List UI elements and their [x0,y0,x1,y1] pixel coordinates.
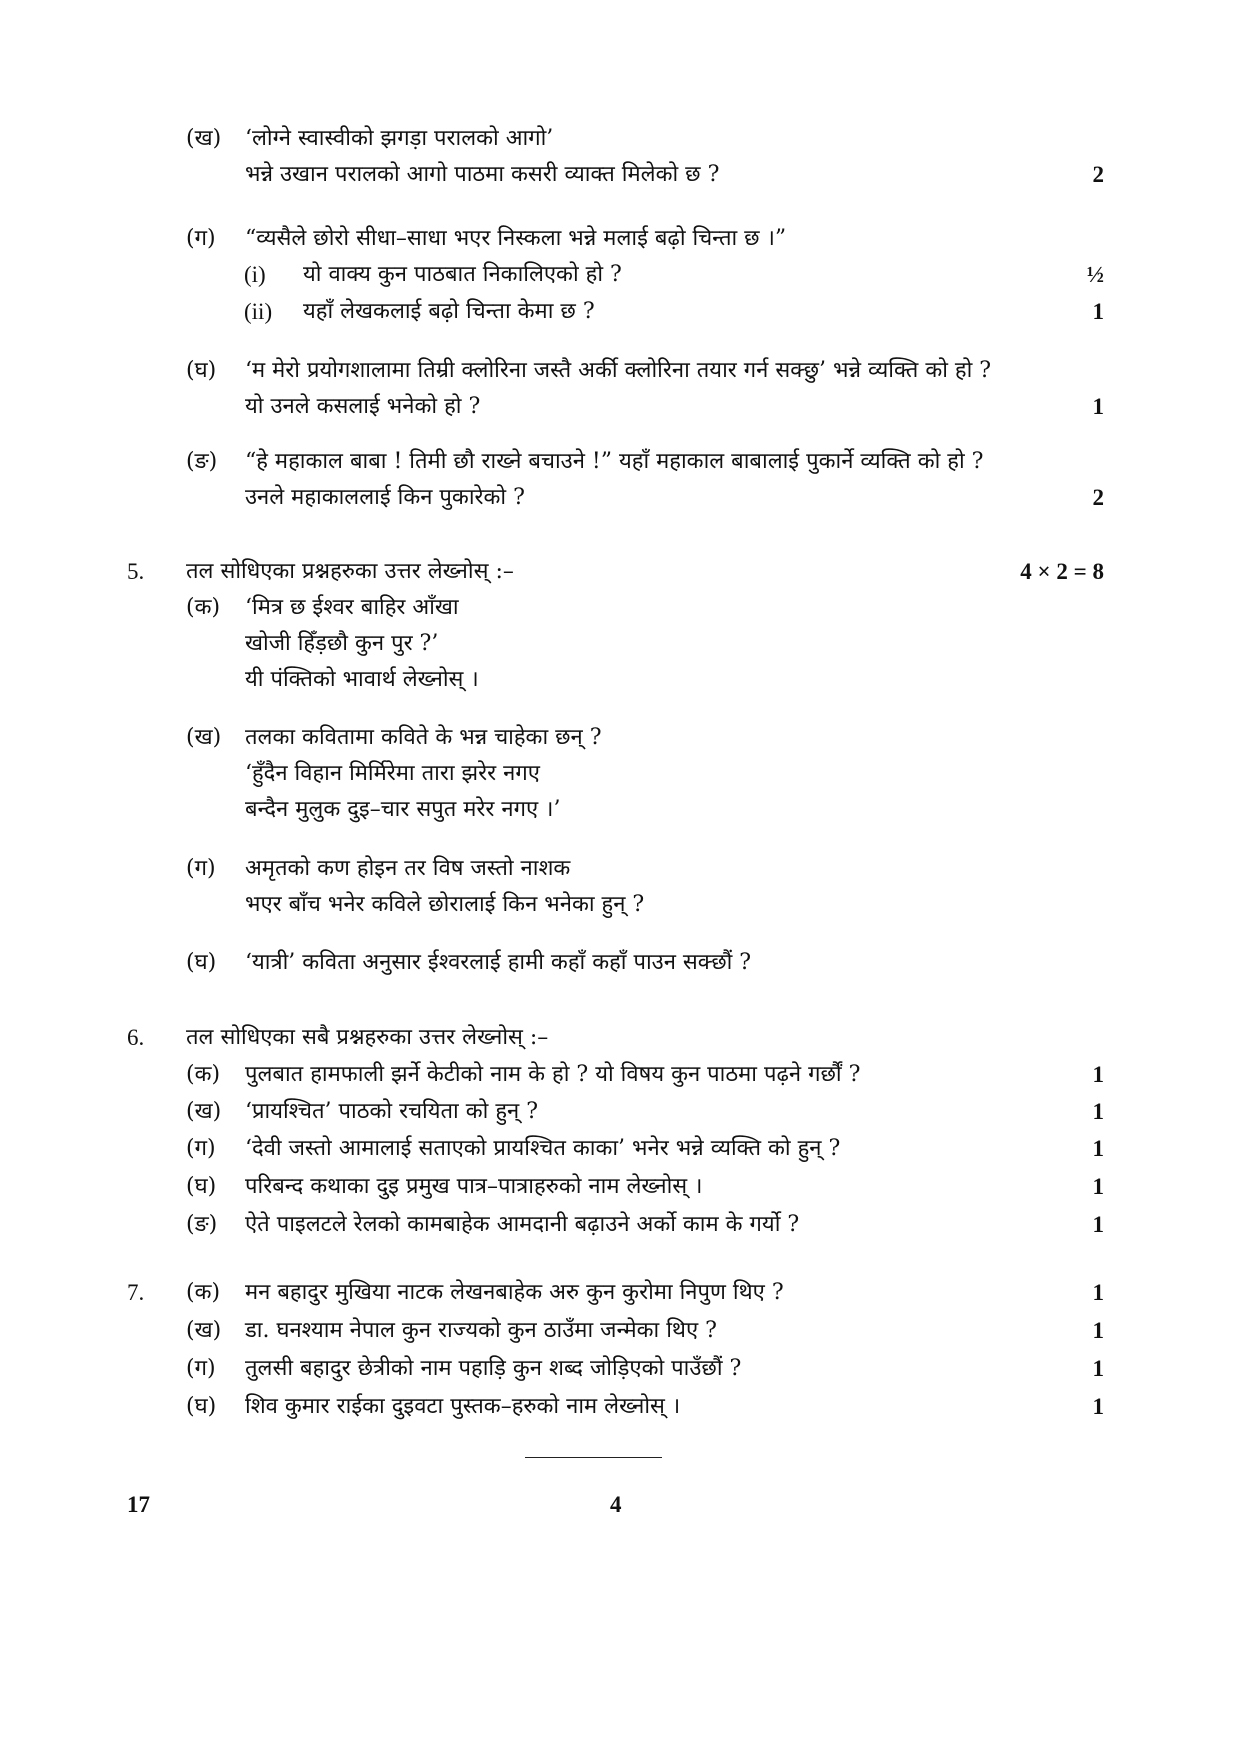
q7-item-marks: 1 [1092,1394,1104,1419]
q4-ga-quote: “व्यसैले छोरो सीधा–साधा भएर निस्कला भन्ने मलाई बढ़ो चिन्ता छ ।” [245,226,787,251]
q6-item-label: (क) [186,1062,221,1087]
q5-heading-line [0,555,1241,589]
q4-kha-text1: ‘लोग्ने स्वास्वीको झगड़ा परालको आगो’ [245,126,554,151]
q6-number: 6. [127,1025,145,1050]
q7-item-label: (क) [186,1280,221,1305]
q6-item-text: ऐते पाइलटले रेलको कामबाहेक आमदानी बढ़ाउने अर्को काम के गर्यो ? [245,1212,800,1237]
q7-item-marks: 1 [1092,1356,1104,1381]
q4-nga-text1: “हे महाकाल बाबा ! तिमी छौ राख्ने बचाउने !” यहाँ महाकाल बाबालाई पुकार्ने व्यक्ति को हो ? [245,449,984,474]
q5-kha-line2 [0,757,1241,791]
q6-item-label: (ग) [186,1136,216,1161]
q5-heading: तल सोधिएका प्रश्नहरुका उत्तर लेख्नोस् :– [186,559,514,584]
q5-ga-label: (ग) [186,856,216,881]
q4-gha-text1: ‘म मेरो प्रयोगशालामा तिम्री क्लोरिना जस्तै अर्की क्लोरिना तयार गर्न सक्छु’ भन्ने व्यक्ति को हो ? [245,358,992,383]
q5-kha-text1: तलका कवितामा कविते के भन्न चाहेका छन् ? [245,725,602,750]
q7-item-text: डा. घनश्याम नेपाल कुन राज्यको कुन ठाउँमा जन्मेका थिए ? [245,1318,717,1343]
q4-kha-text2: भन्ने उखान परालको आगो पाठमा कसरी व्याक्त मिलेको छ ? [245,162,720,187]
q4-nga-line2 [0,481,1241,515]
q6-item-text: पुलबात हामफाली झर्ने केटीको नाम के हो ? यो विषय कुन पाठमा पढ़ने गर्छौं ? [245,1062,861,1087]
q4-kha-line1 [0,122,1241,156]
q4-nga-marks: 2 [1092,485,1104,510]
q5-ka-text1: ‘मित्र छ ईश्वर बाहिर आँखा [245,595,459,620]
q4-ga-sub2 [0,295,1241,329]
q6-item-gha [0,1170,1241,1204]
q4-ga-sub1-marks: ½ [1086,262,1104,287]
q4-ga-sub1 [0,258,1241,292]
q5-ga-line1 [0,852,1241,886]
q5-ka-text2: खोजी हिँड़छौ कुन पुर ?’ [245,631,439,656]
q5-kha-text2: ‘हुँदैन विहान मिर्मिरेमा तारा झरेर नगए [245,761,540,786]
q7-item-text: तुलसी बहादुर छेत्रीको नाम पहाड़ि कुन शब्द जोड़िएको पाउँछौं ? [245,1356,742,1381]
q6-item-label: (घ) [186,1174,217,1199]
q4-gha-line2 [0,390,1241,424]
q7-item-kha [0,1314,1241,1348]
page-number: 4 [610,1492,622,1517]
q6-item-ka [0,1058,1241,1092]
q4-gha-text2: यो उनले कसलाई भनेको हो ? [245,394,481,419]
q6-item-marks: 1 [1092,1062,1104,1087]
q5-ka-line2 [0,627,1241,661]
q4-ga-sub1-text: यो वाक्य कुन पाठबात निकालिएको हो ? [303,262,622,287]
q4-kha-marks: 2 [1092,162,1104,187]
q5-number: 5. [127,559,145,584]
q6-item-ga [0,1132,1241,1166]
q6-heading: तल सोधिएका सबै प्रश्नहरुका उत्तर लेख्नोस् :– [186,1025,549,1050]
q5-kha-text3: बन्दैन मुलुक दुइ–चार सपुत मरेर नगए ।’ [245,797,561,822]
q6-item-text: ‘देवी जस्तो आमालाई सताएको प्रायश्चित काका’ भनेर भन्ने व्यक्ति को हुन् ? [245,1136,841,1161]
q4-ga-sub2-text: यहाँ लेखकलाई बढ़ो चिन्ता केमा छ ? [303,299,595,324]
q6-item-kha [0,1095,1241,1129]
q6-item-nga [0,1208,1241,1242]
q7-item-gha [0,1390,1241,1424]
q7-item-marks: 1 [1092,1280,1104,1305]
q4-kha-label: (ख) [186,126,222,151]
q5-ka-line3 [0,663,1241,697]
q5-ka-label: (क) [186,595,221,620]
q7-item-label: (घ) [186,1394,217,1419]
q4-nga-label: (ङ) [186,449,218,474]
q4-ga-label: (ग) [186,226,216,251]
q5-ga-text2: भएर बाँच भनेर कविले छोरालाई किन भनेका हुन् ? [245,892,645,917]
q4-ga-sub2-marks: 1 [1092,299,1104,324]
q6-item-marks: 1 [1092,1136,1104,1161]
q5-kha-label: (ख) [186,725,222,750]
q7-item-marks: 1 [1092,1318,1104,1343]
q5-kha-line3 [0,793,1241,827]
q7-item-ka [0,1276,1241,1310]
q7-item-label: (ख) [186,1318,222,1343]
q5-gha-text1: ‘यात्री’ कविता अनुसार ईश्वरलाई हामी कहाँ कहाँ पाउन सक्छौं ? [245,950,752,975]
q4-gha-line1 [0,354,1241,388]
q4-gha-marks: 1 [1092,394,1104,419]
q6-item-marks: 1 [1092,1099,1104,1124]
q4-kha-line2 [0,158,1241,192]
end-divider [525,1457,662,1458]
q5-ka-line1 [0,591,1241,625]
q5-ka-text3: यी पंक्तिको भावार्थ लेख्नोस् । [245,667,479,692]
q5-kha-line1 [0,721,1241,755]
q4-ga-sub2-label: (ii) [244,299,273,324]
q4-ga-sub1-label: (i) [244,262,266,287]
q4-nga-line1 [0,445,1241,479]
q7-item-label: (ग) [186,1356,216,1381]
q6-item-label: (ङ) [186,1212,218,1237]
q6-heading-line [0,1021,1241,1055]
q6-item-label: (ख) [186,1099,222,1124]
q5-ga-text1: अमृतको कण होइन तर विष जस्तो नाशक [245,856,571,881]
q5-gha-line1 [0,946,1241,980]
q6-item-marks: 1 [1092,1212,1104,1237]
q5-gha-label: (घ) [186,950,217,975]
footer-code: 17 [127,1492,150,1517]
q6-item-text: परिबन्द कथाका दुइ प्रमुख पात्र–पात्राहरुको नाम लेख्नोस् । [245,1174,703,1199]
q4-gha-label: (घ) [186,358,217,383]
q4-nga-text2: उनले महाकाललाई किन पुकारेको ? [245,485,525,510]
q5-ga-line2 [0,888,1241,922]
q5-marks: 4 × 2 = 8 [1020,559,1104,584]
q7-item-text: शिव कुमार राईका दुइवटा पुस्तक–हरुको नाम लेख्नोस् । [245,1394,681,1419]
q6-item-marks: 1 [1092,1174,1104,1199]
q6-item-text: ‘प्रायश्चित’ पाठको रचयिता को हुन् ? [245,1099,539,1124]
q4-ga-line1 [0,222,1241,256]
q7-item-text: मन बहादुर मुखिया नाटक लेखनबाहेक अरु कुन कुरोमा निपुण थिए ? [245,1280,784,1305]
q7-number: 7. [127,1280,145,1305]
q7-item-ga [0,1352,1241,1386]
